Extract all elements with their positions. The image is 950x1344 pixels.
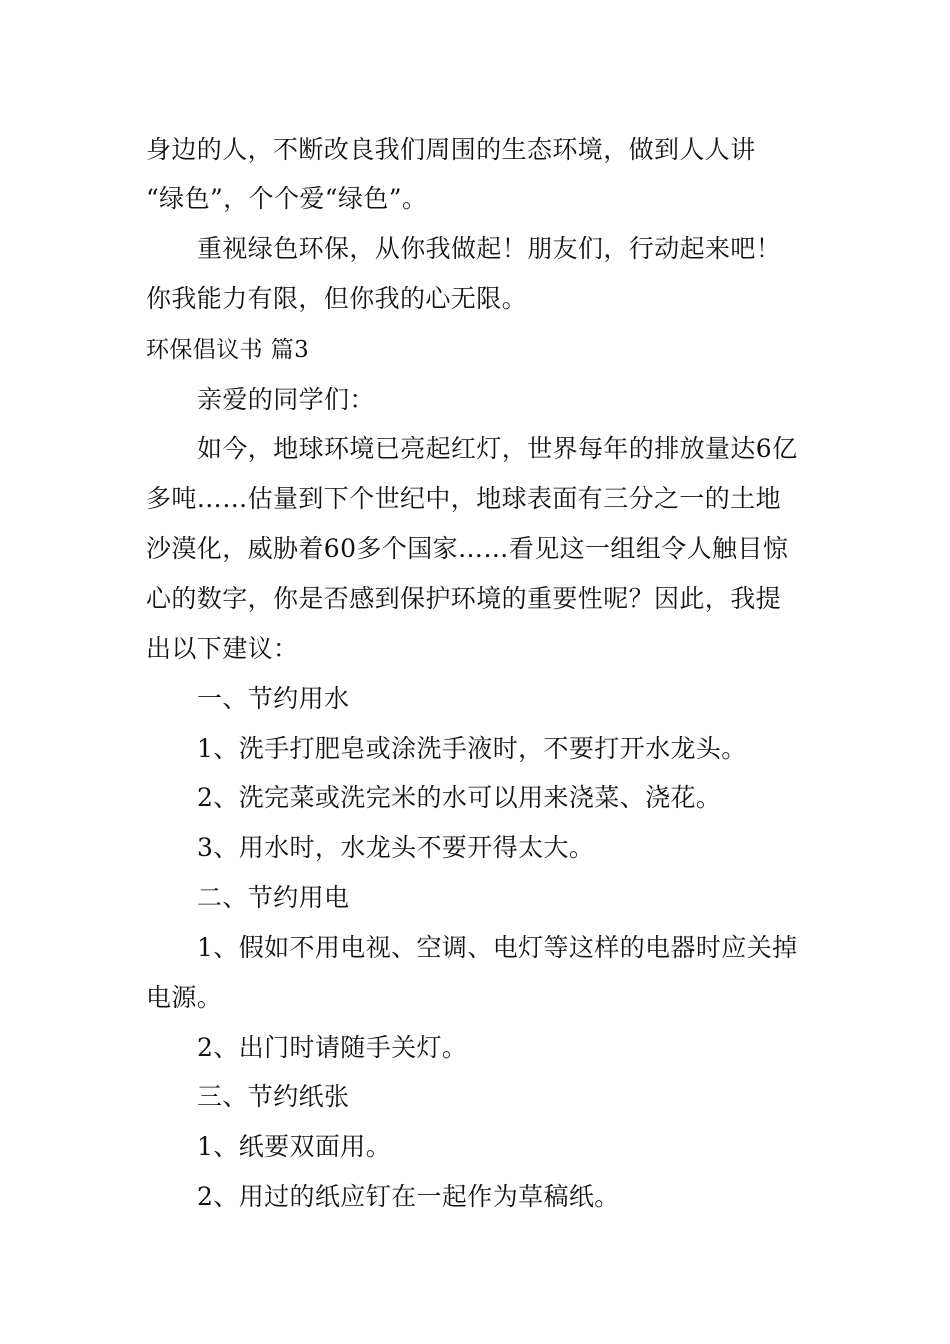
list-item: 2、出门时请随手关灯。 — [197, 1033, 468, 1062]
paragraph-line: 重视绿色环保，从你我做起！朋友们，行动起来吧！ — [197, 234, 782, 263]
paragraph-line: 出以下建议： — [146, 634, 299, 663]
list-item: 2、洗完菜或洗完米的水可以用来浇菜、浇花。 — [197, 783, 722, 812]
list-item: 1、纸要双面用。 — [197, 1132, 392, 1161]
paragraph-line: 心的数字，你是否感到保护环境的重要性呢？因此，我提 — [146, 584, 782, 613]
paragraph-line: “绿色”，个个爱“绿色”。 — [146, 184, 428, 213]
salutation: 亲爱的同学们： — [197, 385, 375, 414]
paragraph-line: 你我能力有限，但你我的心无限。 — [146, 284, 528, 313]
list-item: 2、用过的纸应钉在一起作为草稿纸。 — [197, 1182, 620, 1211]
paragraph-line: 身边的人，不断改良我们周围的生态环境，做到人人讲 — [146, 135, 756, 164]
list-heading: 二、节约用电 — [197, 883, 350, 912]
list-heading: 三、节约纸张 — [197, 1082, 350, 1111]
list-item-continuation: 电源。 — [146, 983, 223, 1012]
list-item: 1、假如不用电视、空调、电灯等这样的电器时应关掉 — [197, 933, 798, 962]
list-item: 3、用水时，水龙头不要开得太大。 — [197, 833, 595, 862]
list-item: 1、洗手打肥皂或涂洗手液时，不要打开水龙头。 — [197, 734, 747, 763]
section-heading: 环保倡议书 篇3 — [146, 337, 310, 363]
paragraph-line: 沙漠化，威胁着60多个国家……看见这一组组令人触目惊 — [146, 534, 789, 563]
paragraph-line: 如今，地球环境已亮起红灯，世界每年的排放量达6亿 — [197, 434, 798, 463]
paragraph-line: 多吨……估量到下个世纪中，地球表面有三分之一的土地 — [146, 484, 782, 513]
list-heading: 一、节约用水 — [197, 684, 350, 713]
